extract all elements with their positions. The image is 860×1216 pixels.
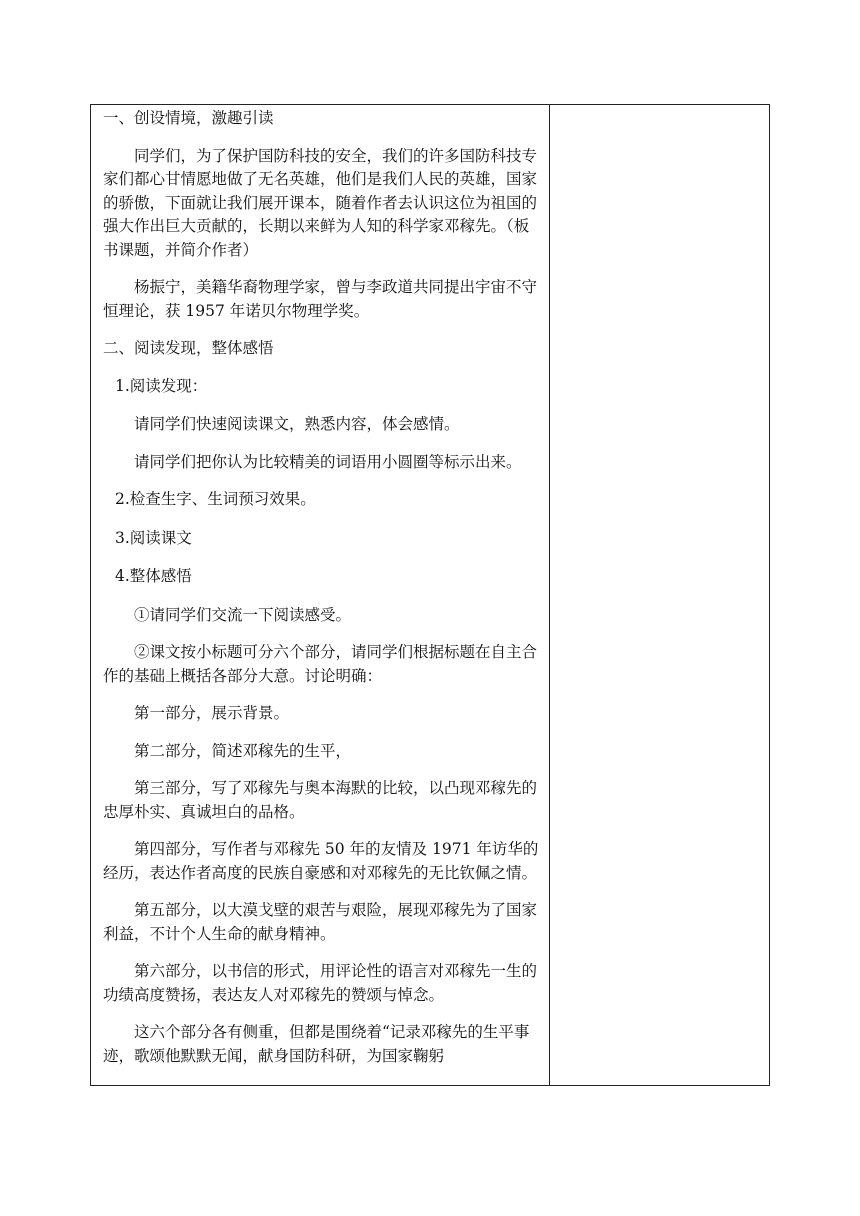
lesson-plan-table — [90, 104, 770, 1086]
section-2-heading: 二、阅读发现，整体感悟 — [103, 339, 274, 357]
step-1-paragraph-2: 请同学们把你认为比较精美的词语用小圆圈等标示出来。 — [134, 452, 522, 471]
section-1-heading: 一、创设情境，激趣引读 — [103, 109, 274, 127]
part-summary: 第一部分，展示背景。 — [134, 704, 290, 722]
author-paragraph: 杨振宁，美籍华裔物理学家，曾与李政道共同提出宇宙不守恒理论，获 1957 年诺贝尔物理学奖。 — [103, 278, 538, 320]
step-2-title: 2.检查生字、生词预习效果。 — [115, 490, 316, 508]
step-4-title: 4.整体感悟 — [115, 567, 192, 585]
step-1-paragraph-1: 请同学们快速阅读课文，熟悉内容，体会感情。 — [134, 415, 460, 433]
part-summary: 第三部分，写了邓稼先与奥本海默的比较，以凸现邓稼先的忠厚朴实、真诚坦白的品格。 — [103, 779, 538, 821]
part-summary: 第四部分，写作者与邓稼先 50 年的友情及 1971 年访华的经历，表达作者高度的民族自豪感和对邓稼先的无比钦佩之情。 — [103, 840, 539, 882]
step-4-paragraph-2: ②课文按小标题可分六个部分，请同学们根据标题在自主合作的基础上概括各部分大意。讨论明确： — [103, 643, 538, 685]
summary-paragraph: 这六个部分各有侧重，但都是围绕着“记录邓稼先的生平事迹，歌颂他默默无闻，献身国防科研，为国家鞠躬 — [103, 1023, 530, 1065]
step-4-paragraph-1: ①请同学们交流一下阅读感受。 — [134, 605, 352, 624]
step-1-title: 1.阅读发现： — [115, 376, 208, 395]
part-summary: 第六部分，以书信的形式，用评论性的语言对邓稼先一生的功绩高度赞扬，表达友人对邓稼先的赞颂与悼念。 — [103, 962, 538, 1004]
part-summary: 第五部分，以大漠戈壁的艰苦与艰险，展现邓稼先为了国家利益，不计个人生命的献身精神。 — [103, 901, 538, 943]
lesson-content-cell — [91, 105, 550, 1085]
intro-paragraph: 同学们，为了保护国防科技的安全，我们的许多国防科技专家们都心甘情愿地做了无名英雄，他们是我们人民的英雄，国家的骄傲，下面就让我们展开课本，随着作者去认识这位为祖国的强大作出巨大贡献的，长期以来鲜为人知的科学家邓稼先。（板书课题，并简介作者） — [103, 146, 538, 259]
step-3-title: 3.阅读课文 — [115, 528, 192, 547]
notes-cell — [550, 105, 769, 1085]
part-summary: 第二部分，简述邓稼先的生平， — [134, 741, 352, 760]
